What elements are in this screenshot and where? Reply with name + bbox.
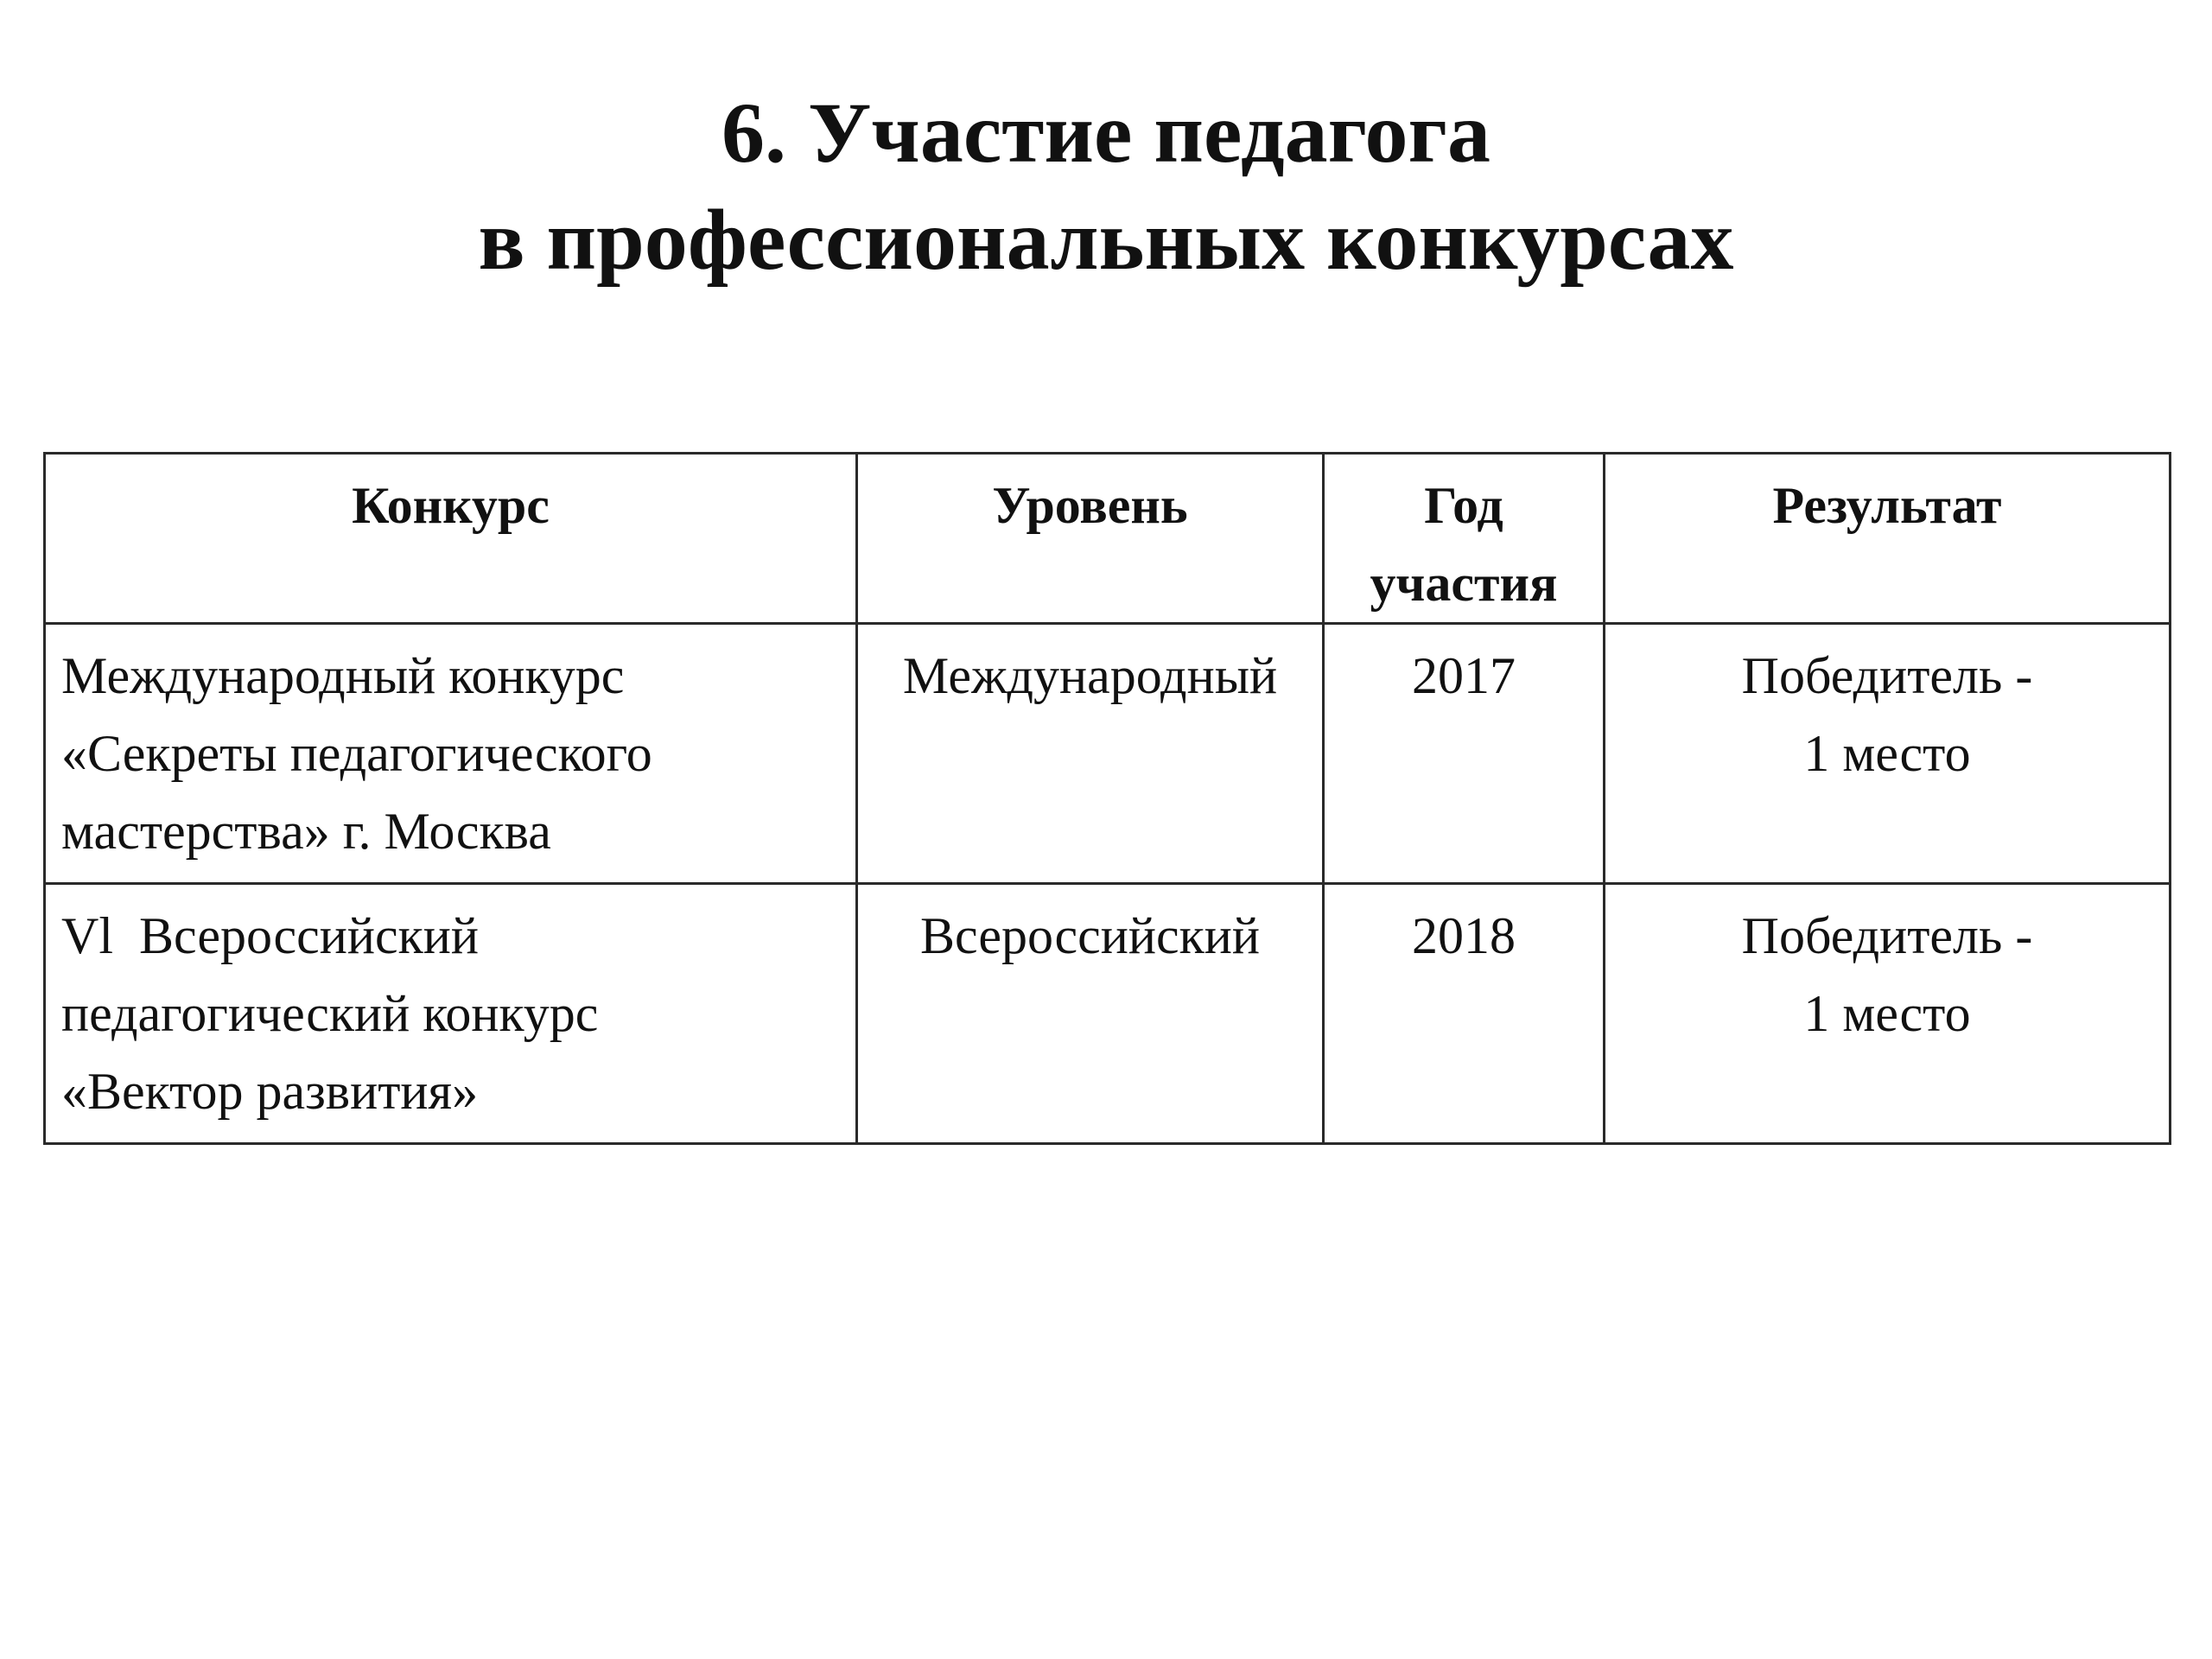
- page-title: [0, 79, 2212, 294]
- table-header-row: [45, 454, 2171, 624]
- contest-level-cell: Международный: [857, 624, 1324, 884]
- contest-result-line: 1 место: [1803, 725, 1971, 782]
- header-year: [1324, 454, 1605, 624]
- header-result: Результат: [1605, 454, 2171, 624]
- header-year-line-1: Год: [1424, 477, 1503, 534]
- contest-year-cell: 2018: [1324, 884, 1605, 1144]
- contest-result-cell: [1605, 884, 2171, 1144]
- table-row: [45, 624, 2171, 884]
- table-row: [45, 884, 2171, 1144]
- contest-name-cell: [45, 624, 857, 884]
- contest-name-line: Vl Всероссийский: [61, 907, 479, 964]
- contest-name-line: «Секреты педагогического: [61, 725, 652, 782]
- contests-table: [43, 452, 2171, 1145]
- contest-name-line: педагогический конкурс: [61, 985, 599, 1042]
- page-title-line-2: в профессиональных конкурсах: [478, 192, 1734, 288]
- contest-result-line: 1 место: [1803, 985, 1971, 1042]
- header-contest: Конкурс: [45, 454, 857, 624]
- contest-name-cell: [45, 884, 857, 1144]
- contest-level-cell: Всероссийский: [857, 884, 1324, 1144]
- header-year-line-2: участия: [1370, 555, 1558, 612]
- contest-result-line: Победитель -: [1741, 907, 2033, 964]
- contest-name-line: «Вектор развития»: [61, 1063, 479, 1120]
- contest-name-line: мастерства» г. Москва: [61, 803, 551, 860]
- page-title-line-1: 6. Участие педагога: [721, 85, 1491, 181]
- contest-result-cell: [1605, 624, 2171, 884]
- contest-year-cell: 2017: [1324, 624, 1605, 884]
- header-level: Уровень: [857, 454, 1324, 624]
- contest-name-line: Международный конкурс: [61, 647, 625, 704]
- contest-result-line: Победитель -: [1741, 647, 2033, 704]
